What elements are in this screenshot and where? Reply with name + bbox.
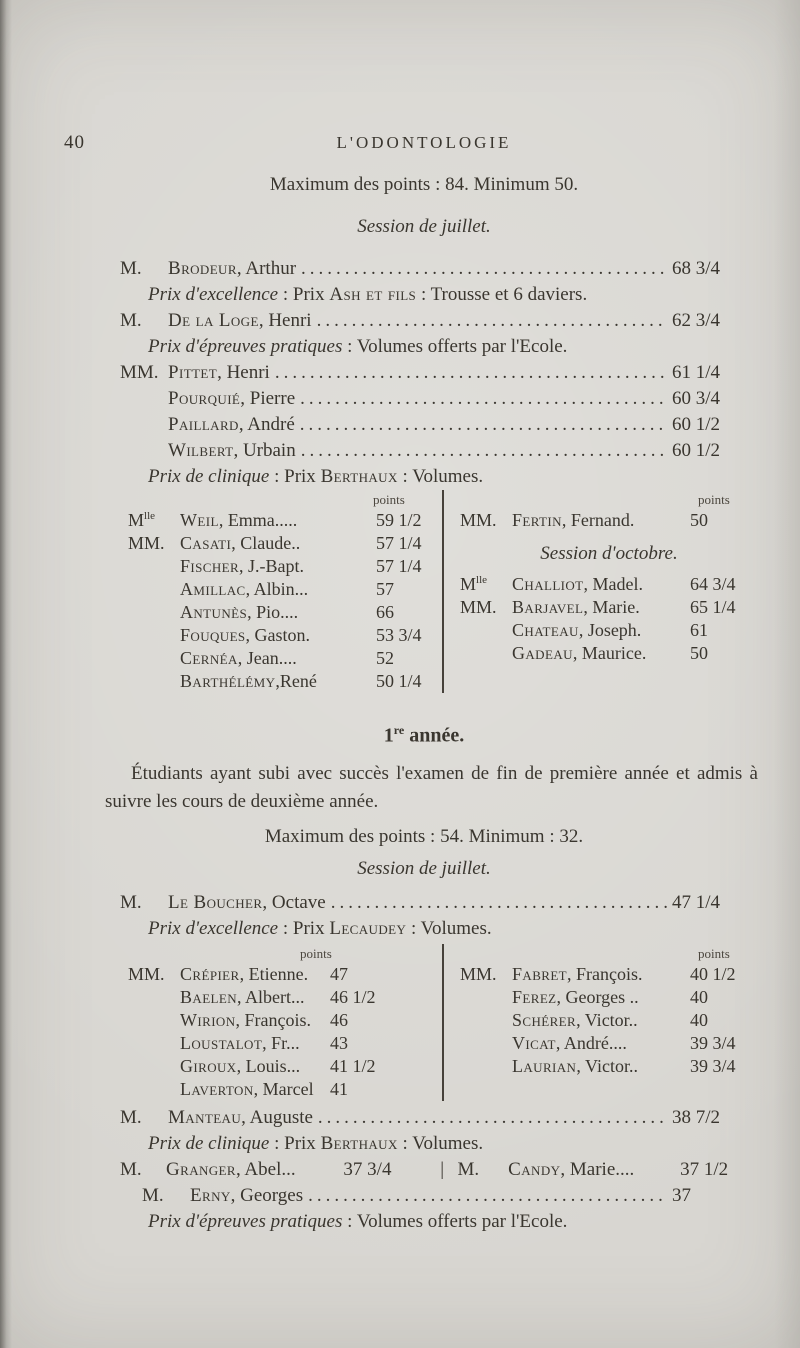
points-value: 46: [330, 1009, 348, 1030]
given-name: , Abel...: [235, 1158, 296, 1180]
table-row: [460, 619, 758, 642]
table-row: [460, 509, 758, 532]
given-name: , Urbain: [233, 440, 296, 461]
given-name: , Fernand.: [561, 510, 635, 530]
prize-name: Berthaux: [320, 466, 398, 487]
honorific: M: [460, 574, 477, 594]
given-name: , Gaston.: [245, 625, 311, 645]
given-name: , Claude..: [231, 533, 301, 553]
entry-row: [90, 256, 758, 282]
dot-leader: [275, 360, 667, 386]
given-name: , Octave: [262, 891, 326, 913]
surname: Wilbert: [168, 440, 234, 461]
table-row: [460, 1032, 758, 1055]
points-value: 64 3/4: [690, 574, 736, 594]
session-heading: Session d'octobre.: [540, 543, 678, 564]
surname: De la Loge: [168, 310, 259, 331]
surname: Gadeau: [512, 643, 573, 663]
points-value: 37: [672, 1184, 691, 1206]
dot-leader: [308, 1183, 667, 1209]
points-value: 37 1/2: [680, 1158, 729, 1180]
given-name: , François.: [235, 1009, 311, 1030]
honorific: MM.: [128, 963, 165, 984]
page-content: [64, 0, 758, 1235]
prize-line: Prix d'excellence : Prix Ash et fils : Trousse et 6 daviers.: [148, 284, 588, 305]
given-name: , Maurice.: [572, 643, 647, 663]
honorific: M.: [142, 1184, 164, 1206]
surname: Crépier: [180, 963, 240, 984]
prize-line: Prix de clinique : Prix Berthaux : Volumes.: [148, 466, 484, 487]
page-header: [64, 130, 758, 156]
table-row: $M^{lle}$ Challiot, Madel. 64 3/4: [460, 574, 736, 594]
entry-row: [90, 360, 758, 386]
entry-row: [90, 412, 758, 438]
paired-entry-row: [90, 1157, 758, 1183]
entry-row: [90, 438, 758, 464]
points-value: 57 1/4: [376, 533, 422, 553]
results-table-second-year: [90, 490, 758, 693]
surname: Le Boucher: [168, 891, 263, 913]
given-name: , Fr...: [262, 1032, 300, 1053]
given-name: , Henri: [258, 310, 312, 331]
given-name: , Victor..: [576, 1009, 638, 1030]
table-row: $M^{lle}$ Weil, Emma..... 59 1/2: [128, 510, 422, 530]
given-name: , Auguste: [241, 1106, 313, 1128]
honorific: MM.: [460, 963, 497, 984]
surname: Vicat: [512, 1032, 556, 1053]
given-name: , Arthur: [236, 258, 297, 279]
table-row: [460, 986, 758, 1009]
honorific: MM.: [460, 597, 497, 617]
table-row: [128, 601, 442, 624]
entry-row: [90, 308, 758, 334]
points-value: 53 3/4: [376, 625, 422, 645]
table-row: [128, 1055, 442, 1078]
points-value: 40 1/2: [690, 963, 736, 984]
given-name: , Marie.: [583, 597, 640, 617]
prize-category: Prix d'épreuves pratiques: [148, 336, 343, 357]
surname: Baelen: [180, 986, 238, 1007]
second-year-results-list: [90, 256, 758, 490]
prize-name: Berthaux: [320, 1132, 398, 1154]
given-name: ,René: [275, 671, 317, 691]
surname: Brodeur: [168, 258, 237, 279]
given-name: , André....: [555, 1032, 627, 1053]
given-name: , Etienne.: [239, 963, 309, 984]
entry-row: [90, 1105, 758, 1131]
table-row: [128, 670, 442, 693]
table-row: [128, 578, 442, 601]
honorific: M.: [120, 258, 142, 279]
surname: Fertin: [512, 510, 562, 530]
table-row: [128, 1032, 442, 1055]
prize-category: Prix d'excellence: [148, 917, 279, 939]
points-value: 41 1/2: [330, 1055, 376, 1076]
surname: Fabret: [512, 963, 568, 984]
table-row: [460, 642, 758, 665]
prize-line: Prix d'excellence : Prix Lecaudey : Volumes.: [148, 917, 492, 939]
honorific: M.: [120, 891, 142, 913]
surname: Granger: [166, 1158, 236, 1180]
surname: Ferez: [512, 986, 557, 1007]
given-name: , Joseph.: [578, 620, 642, 640]
points-value: 37 3/4: [343, 1158, 392, 1180]
points-value: 40: [690, 986, 708, 1007]
prize-name: Ash et fils: [329, 284, 417, 305]
points-value: 50: [690, 643, 708, 663]
points-value: 52: [376, 648, 394, 668]
surname: Fischer: [180, 556, 240, 576]
given-name: , Henri: [217, 362, 270, 383]
surname: Antunès: [180, 602, 248, 622]
surname: Paillard: [168, 414, 239, 435]
dot-leader: [317, 308, 667, 334]
table-row: [460, 1009, 758, 1032]
pair-divider: |: [440, 1158, 444, 1180]
given-name: , Marie....: [560, 1158, 635, 1180]
table-row: [128, 963, 442, 986]
given-name: , Jean....: [237, 648, 297, 668]
table-row: [460, 963, 758, 986]
surname: Manteau: [168, 1106, 242, 1128]
honorific: [120, 412, 168, 438]
given-name: , Albert...: [237, 986, 305, 1007]
honorific: M.: [457, 1158, 480, 1180]
journal-title: L'ODONTOLOGIE: [336, 133, 512, 152]
honorific: M.: [120, 1106, 142, 1128]
points-value: 61 1/4: [672, 362, 721, 383]
results-table-first-year: [90, 944, 758, 1101]
points-value: 65 1/4: [690, 597, 736, 617]
given-name: , Marcel: [253, 1078, 314, 1099]
surname: Fouques: [180, 625, 246, 645]
honorific: M.: [120, 310, 142, 331]
points-value: 60 3/4: [672, 388, 721, 409]
surname: Candy: [508, 1158, 561, 1180]
entry-row: [90, 890, 758, 916]
honorific: MM.: [128, 533, 165, 553]
given-name: , Georges ..: [556, 986, 639, 1007]
given-name: , Victor..: [576, 1055, 638, 1076]
entry-row: [90, 1183, 758, 1209]
given-name: , Madel.: [583, 574, 644, 594]
table-row: [128, 986, 442, 1009]
prize-line: Prix de clinique : Prix Berthaux : Volumes.: [148, 1132, 484, 1154]
honorific: M: [128, 510, 145, 530]
dot-leader: [300, 412, 667, 438]
surname: Amillac: [180, 579, 246, 599]
dot-leader: [301, 438, 667, 464]
table-row: [128, 555, 442, 578]
given-name: , Georges: [230, 1184, 304, 1206]
points-value: 39 3/4: [690, 1055, 736, 1076]
points-value: 60 1/2: [672, 414, 721, 435]
given-name: , André: [238, 414, 295, 435]
given-name: , Albin...: [245, 579, 309, 599]
points-value: 43: [330, 1032, 348, 1053]
honorific: [120, 438, 168, 464]
prize-line: Prix d'épreuves pratiques : Volumes offerts par l'Ecole.: [148, 1210, 568, 1232]
points-value: 61: [690, 620, 708, 640]
points-value: 68 3/4: [672, 258, 721, 279]
table-row: [128, 647, 442, 670]
prize-category: Prix de clinique: [148, 466, 270, 487]
dot-leader: [318, 1105, 667, 1131]
points-value: 47: [330, 963, 348, 984]
points-value: 38 7/2: [672, 1106, 721, 1128]
points-value: 57: [376, 579, 394, 599]
points-value: 60 1/2: [672, 440, 721, 461]
honorific: [120, 386, 168, 412]
points-value: 46 1/2: [330, 986, 376, 1007]
surname: Giroux: [180, 1055, 237, 1076]
given-name: , François.: [567, 963, 643, 984]
points-value: 66: [376, 602, 394, 622]
surname: Schérer: [512, 1009, 577, 1030]
session-heading: Session de juillet.: [357, 216, 491, 237]
points-column-header: points: [300, 945, 332, 961]
surname: Challiot: [512, 574, 584, 594]
table-row: [128, 532, 442, 555]
dot-leader: [331, 890, 667, 916]
points-value: 62 3/4: [672, 310, 721, 331]
points-value: 50: [690, 510, 708, 530]
dot-leader: [301, 256, 667, 282]
points-value: 59 1/2: [376, 510, 422, 530]
surname: Pourquié: [168, 388, 241, 409]
surname: Casati: [180, 533, 232, 553]
table-column-right: [442, 490, 758, 693]
table-row: [128, 1078, 442, 1101]
given-name: , Pio....: [247, 602, 299, 622]
points-value: 50 1/4: [376, 671, 422, 691]
table-column-right: [442, 944, 758, 1101]
surname: Barjavel: [512, 597, 584, 617]
prize-category: Prix de clinique: [148, 1132, 270, 1154]
honorific: MM.: [120, 362, 159, 383]
page-number: 40: [64, 132, 85, 153]
points-column-header: points: [373, 492, 405, 507]
surname: Laurian: [512, 1055, 577, 1076]
entry-row: [90, 386, 758, 412]
intro-paragraph: Étudiants ayant subi avec succès l'examen de fin de première année et admis à suivre les cours de deuxième année.: [105, 762, 758, 812]
table-row: [128, 1009, 442, 1032]
surname: Erny: [190, 1184, 231, 1206]
surname: Chateau: [512, 620, 579, 640]
max-min-line: Maximum des points : 54. Minimum : 32.: [264, 825, 584, 847]
honorific: MM.: [460, 510, 497, 530]
session-heading: Session de juillet.: [357, 857, 491, 879]
points-value: 41: [330, 1078, 348, 1099]
given-name: , J.-Bapt.: [239, 556, 305, 576]
table-row: [460, 596, 758, 619]
surname: Loustalot: [180, 1032, 263, 1053]
surname: Barthélémy: [180, 671, 276, 691]
given-name: , Emma.....: [218, 510, 298, 530]
points-value: 39 3/4: [690, 1032, 736, 1053]
dot-leader: [300, 386, 667, 412]
points-column-header: points: [698, 492, 730, 507]
prize-category: Prix d'épreuves pratiques: [148, 1210, 343, 1232]
points-value: 40: [690, 1009, 708, 1030]
honorific: M.: [120, 1158, 142, 1180]
year-heading: 1re année.: [383, 723, 465, 747]
given-name: , Louis...: [236, 1055, 301, 1076]
surname: Weil: [180, 510, 219, 530]
prize-category: Prix d'excellence: [148, 284, 279, 305]
prize-line: Prix d'épreuves pratiques : Volumes offerts par l'Ecole.: [148, 336, 568, 357]
surname: Laverton: [180, 1078, 254, 1099]
table-row: [128, 624, 442, 647]
table-column-left: [90, 490, 442, 693]
left-edge-shadow: [0, 0, 12, 1348]
surname: Wirion: [180, 1009, 236, 1030]
points-value: 57 1/4: [376, 556, 422, 576]
points-value: 47 1/4: [672, 891, 721, 913]
points-column-header: points: [698, 945, 730, 961]
table-column-left: [90, 944, 442, 1101]
given-name: , Pierre: [240, 388, 296, 409]
prize-name: Lecaudey: [329, 917, 407, 939]
surname: Pittet: [168, 362, 218, 383]
table-row: [460, 1055, 758, 1078]
max-min-line: Maximum des points : 84. Minimum 50.: [269, 174, 579, 195]
surname: Cernéa: [180, 648, 238, 668]
